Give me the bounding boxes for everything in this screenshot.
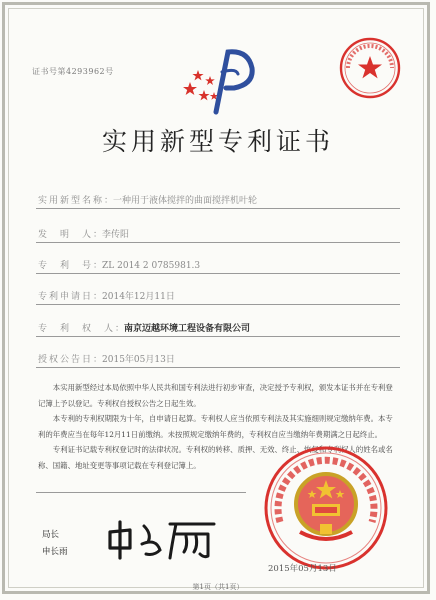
certificate-title: 实用新型专利证书 <box>101 127 334 156</box>
body-paragraph: 专利证书记载专利权登记时的法律状况。专利权的转移、质押、无效、终止、恢复和专利权人的姓名或名称、国籍、地址变更等事项记载在专利登记簿上。 <box>38 445 393 470</box>
patentee-label: 专 利 权 人 <box>38 324 116 334</box>
divider <box>36 367 400 368</box>
filing-date-row: 专利申请日：2014年12月11日 <box>38 289 175 302</box>
patent-number-row: 专 利 号：ZL 2014 2 0785981.3 <box>38 258 200 271</box>
utility-name-value: 一种用于液体搅拌的曲面搅拌机叶轮 <box>113 196 258 206</box>
divider <box>36 273 400 274</box>
announce-date-value: 2015年05月13日 <box>102 355 175 365</box>
inventor-value: 李传阳 <box>102 230 130 240</box>
sipo-logo-icon <box>176 42 262 118</box>
divider <box>36 208 400 209</box>
utility-name-label: 实用新型名称 <box>38 196 105 206</box>
patent-number-value: ZL 2014 2 0785981.3 <box>102 261 201 271</box>
top-seal-icon <box>338 36 402 100</box>
utility-name-row: 实用新型名称：一种用于液体搅拌的曲面搅拌机叶轮 <box>38 193 257 206</box>
director-signature <box>104 514 228 562</box>
seal-date: 2015年05月13日 <box>268 564 337 574</box>
inventor-row: 发 明 人：李传阳 <box>38 227 129 240</box>
page-number: 第1页（共1页） <box>192 583 244 591</box>
inventor-label: 发 明 人 <box>38 230 94 240</box>
filing-date-label: 专利申请日 <box>38 292 94 302</box>
announce-date-label: 授权公告日 <box>38 355 94 365</box>
patentee-value: 南京迈越环境工程设备有限公司 <box>124 324 251 334</box>
director-name: 申长雨 <box>42 547 68 557</box>
body-paragraph: 本实用新型经过本局依照中华人民共和国专利法进行初步审查，决定授予专利权，颁发本证书并在专利登记簿上予以登记。专利权自授权公告之日起生效。 <box>38 383 393 408</box>
divider <box>36 304 400 305</box>
filing-date-value: 2014年12月11日 <box>102 292 175 302</box>
divider <box>36 492 246 493</box>
patent-number-label: 专 利 号 <box>38 261 94 271</box>
announce-date-row: 授权公告日：2015年05月13日 <box>38 352 175 365</box>
director-title: 局长 <box>42 530 60 540</box>
divider <box>36 242 400 243</box>
patentee-row: 专 利 权 人：南京迈越环境工程设备有限公司 <box>38 321 250 334</box>
national-emblem-icon <box>282 462 370 550</box>
body-paragraph: 本专利的专利权期限为十年，自申请日起算。专利权人应当依照专利法及其实施细则规定缴纳年费。本专利的年费应当在每年12月11日前缴纳。未按照规定缴纳年费的，专利权自应当缴纳年费期满之日起终止。 <box>38 414 393 439</box>
certificate-number: 证书号第4293962号 <box>32 67 114 76</box>
divider <box>36 336 400 337</box>
